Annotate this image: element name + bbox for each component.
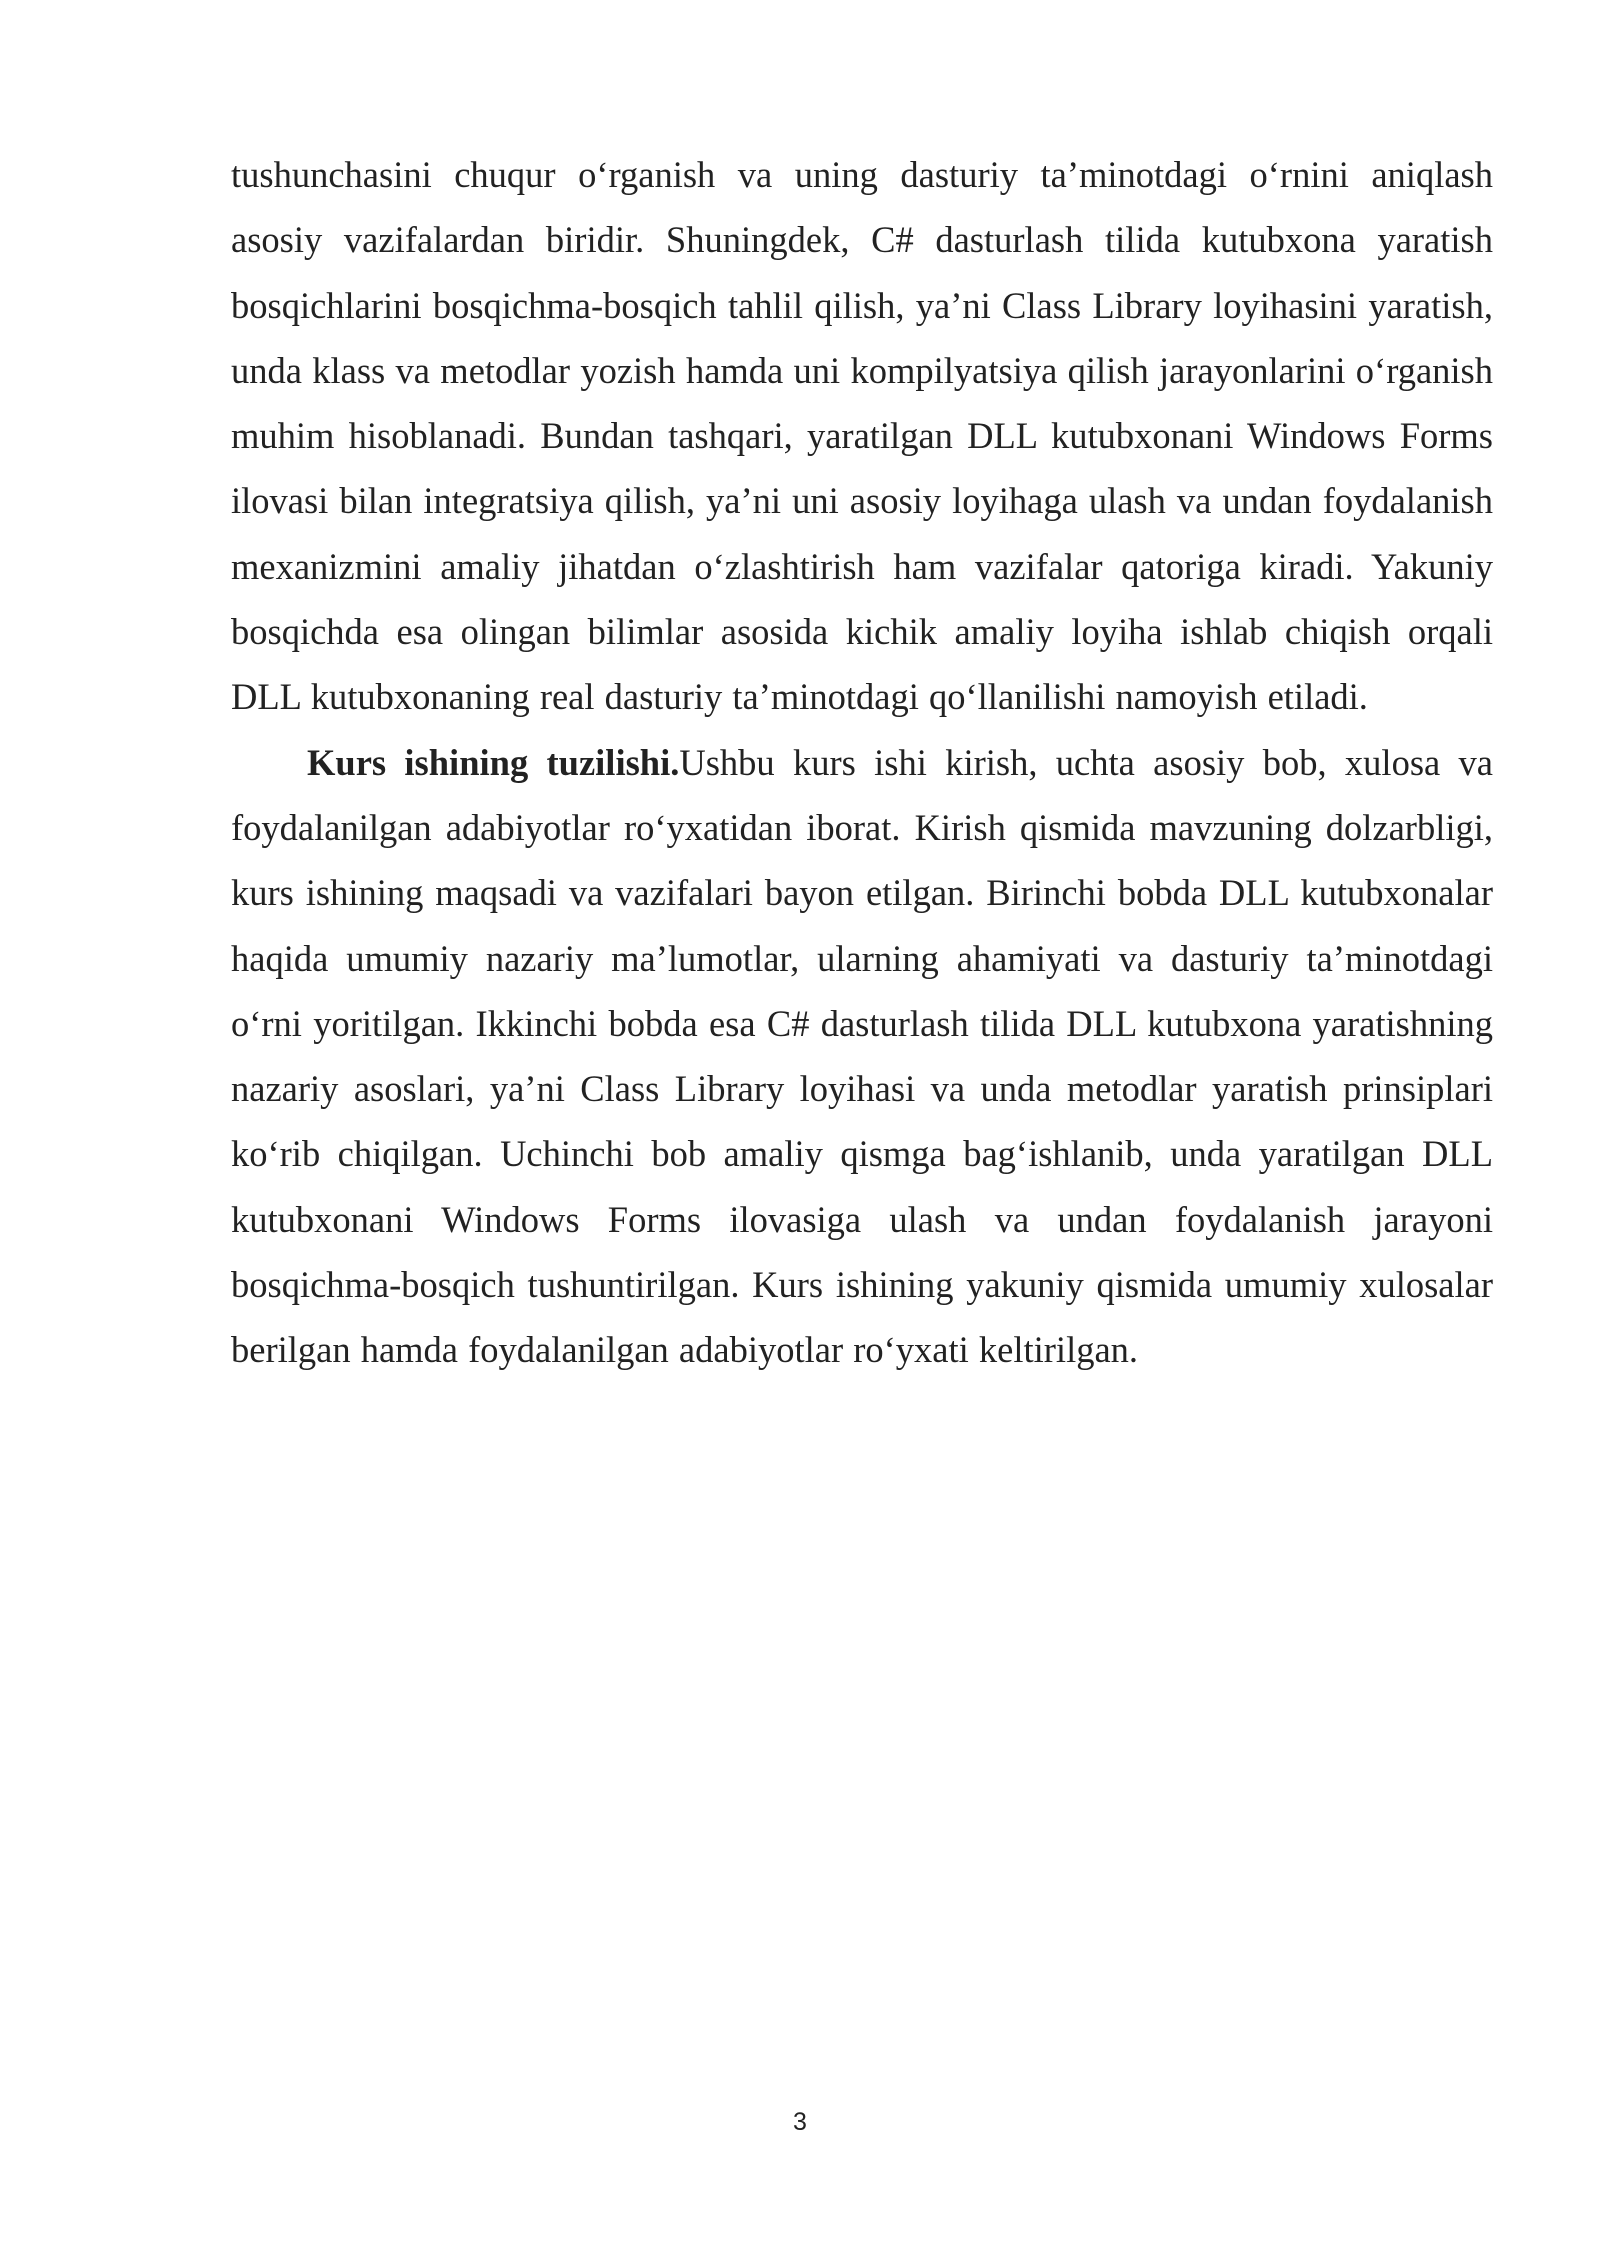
page-content: [231, 142, 1493, 1383]
page-number: 3: [793, 2108, 807, 2136]
paragraph-structure-heading: Kurs ishining tuzilishi.: [307, 741, 680, 783]
paragraph-structure: [231, 730, 1493, 1383]
paragraph-structure-body: Ushbu kurs ishi kirish, uchta asosiy bob, xulosa va foydalanilgan adabiyotlar ro‘yxatidan iborat. Kirish qismida mavzuning dolzarbligi, kurs ishining maqsadi va vazifalari bayon etilgan. Birinchi bobda DLL kutubxonalar haqida umumiy nazariy ma’lumotlar, ularning ahamiyati va dasturiy ta’minotdagi o‘rni yoritilgan. Ikkinchi bobda esa C# dasturlash tilida DLL kutubxona yaratishning nazariy asoslari, ya’ni Class Library loyihasi va unda metodlar yaratish prinsiplari ko‘rib chiqilgan. Uchinchi bob amaliy qismga bag‘ishlanib, unda yaratilgan DLL kutubxonani Windows Forms ilovasiga ulash va undan foydalanish jarayoni bosqichma-bosqich tushuntirilgan. Kurs ishining yakuniy qismida umumiy xulosalar berilgan hamda foydalanilgan adabiyotlar ro‘yxati keltirilgan.: [231, 741, 1493, 1371]
paragraph-tasks-continuation: tushunchasini chuqur o‘rganish va uning dasturiy ta’minotdagi o‘rnini aniqlash asosiy vazifalardan biridir. Shuningdek, C# dasturlash tilida kutubxona yaratish bosqichlarini bosqichma-bosqich tahlil qilish, ya’ni Class Library loyihasini yaratish, unda klass va metodlar yozish hamda uni kompilyatsiya qilish jarayonlarini o‘rganish muhim hisoblanadi. Bundan tashqari, yaratilgan DLL kutubxonani Windows Forms ilovasi bilan integratsiya qilish, ya’ni uni asosiy loyihaga ulash va undan foydalanish mexanizmini amaliy jihatdan o‘zlashtirish ham vazifalar qatoriga kiradi. Yakuniy bosqichda esa olingan bilimlar asosida kichik amaliy loyiha ishlab chiqish orqali DLL kutubxonaning real dasturiy ta’minotdagi qo‘llanilishi namoyish etiladi.: [231, 154, 1493, 718]
